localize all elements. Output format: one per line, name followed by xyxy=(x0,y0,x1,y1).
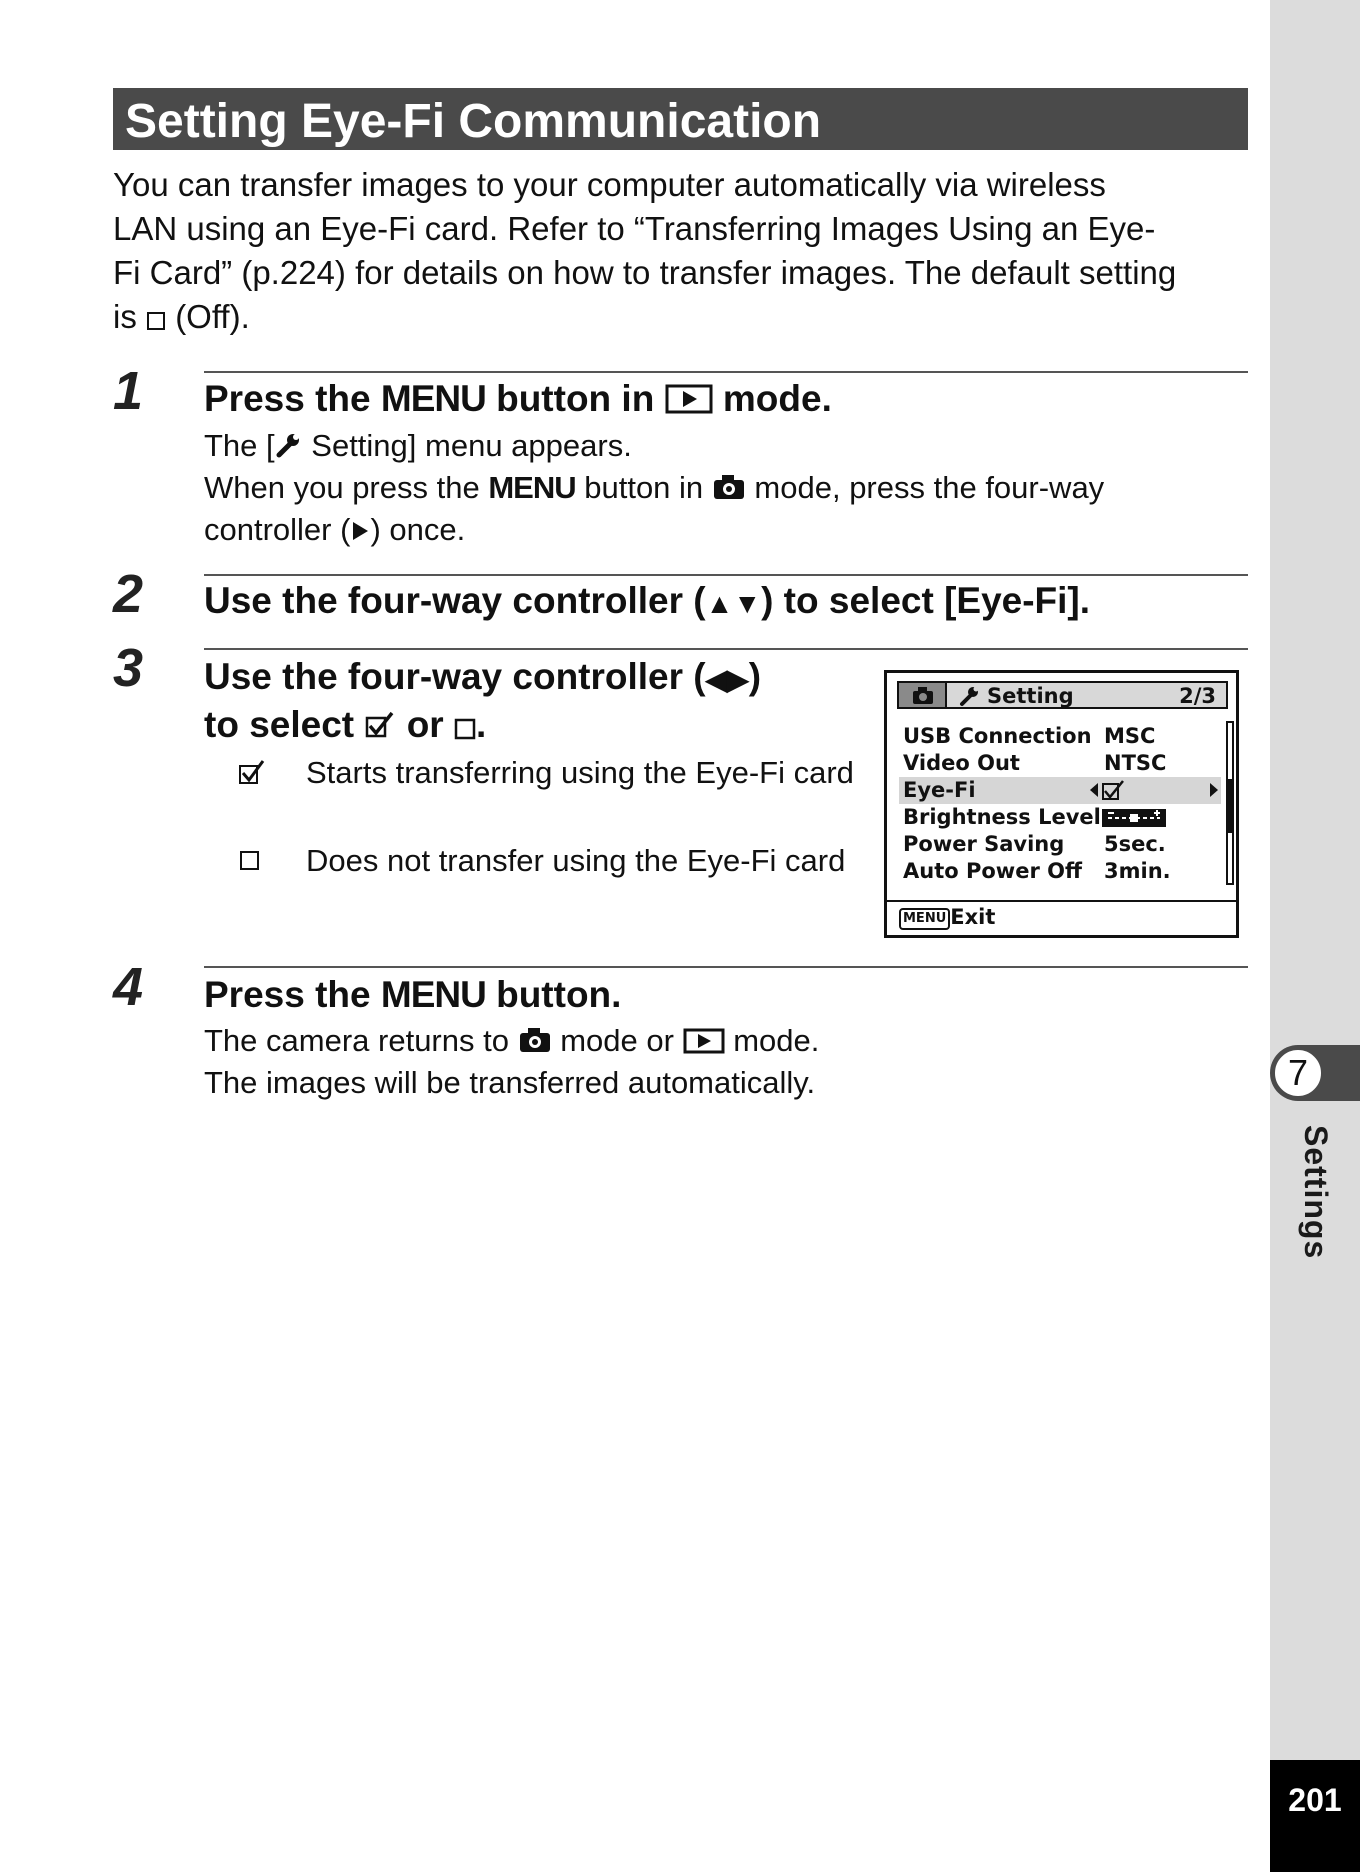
step-number: 3 xyxy=(113,638,144,698)
step-divider xyxy=(204,574,1248,576)
step-number: 2 xyxy=(113,564,144,624)
intro-line: is (Off). xyxy=(113,298,250,335)
brightness-slider-icon xyxy=(1102,809,1166,827)
lcd-exit-label: Exit xyxy=(950,905,996,929)
menu-button-label: MENU xyxy=(380,974,486,1015)
intro-line: Fi Card” (p.224) for details on how to transfer images. The default setting xyxy=(113,254,1177,291)
lcd-scrollbar xyxy=(1226,721,1234,885)
chapter-label: Settings xyxy=(1298,1125,1334,1260)
up-down-arrows-icon: ▲▼ xyxy=(705,588,762,619)
chapter-sidebar xyxy=(1270,0,1360,1872)
intro-line: LAN using an Eye-Fi card. Refer to “Transferring Images Using an Eye- xyxy=(113,210,1156,247)
camera-icon xyxy=(518,1026,552,1054)
lcd-footer xyxy=(899,905,995,930)
chapter-number: 7 xyxy=(1273,1048,1323,1098)
menu-badge: MENU xyxy=(899,908,950,930)
page-number: 201 xyxy=(1270,1760,1360,1872)
lcd-footer-divider xyxy=(887,900,1236,902)
step-divider xyxy=(204,371,1248,373)
lcd-menu-row-power-saving: Power Saving 5sec. xyxy=(903,832,1166,856)
option-description: Starts transferring using the Eye-Fi card xyxy=(306,755,854,790)
step-divider xyxy=(204,648,1248,650)
lcd-tab-title: Setting xyxy=(987,684,1074,708)
empty-box-icon xyxy=(238,846,266,874)
lcd-menu-row-usb: USB Connection MSC xyxy=(903,724,1156,748)
step-heading: Press the MENU button in mode. xyxy=(204,378,832,419)
checked-box-icon xyxy=(364,710,396,740)
lcd-menu-row-eyefi: Eye-Fi xyxy=(899,777,1221,804)
step-heading: Use the four-way controller (◀▶) xyxy=(204,656,762,697)
menu-button-label: MENU xyxy=(380,378,486,419)
right-arrow-icon xyxy=(350,519,370,543)
step-number: 4 xyxy=(113,957,144,1017)
checked-box-icon xyxy=(1101,779,1125,801)
lcd-menu-row-video: Video Out NTSC xyxy=(903,751,1167,775)
left-arrow-icon xyxy=(1089,782,1099,798)
step-divider xyxy=(204,966,1248,968)
playback-mode-icon xyxy=(665,384,713,414)
menu-button-label: MENU xyxy=(488,470,576,505)
step-text: The [ Setting] menu appears. When you press the MENU button in mode, press the four-way controller ( ) once. xyxy=(204,428,1105,547)
camera-lcd-screen xyxy=(884,670,1239,938)
step-number: 1 xyxy=(113,361,144,421)
wrench-icon xyxy=(959,685,981,707)
intro-line: You can transfer images to your computer automatically via wireless xyxy=(113,166,1106,203)
section-title-bar xyxy=(113,88,1248,150)
wrench-icon xyxy=(275,431,303,459)
option-description: Does not transfer using the Eye-Fi card xyxy=(306,843,846,878)
empty-box-icon xyxy=(146,311,166,331)
empty-box-icon xyxy=(454,716,476,740)
right-arrow-icon xyxy=(1209,782,1219,798)
step-heading: to select or . xyxy=(204,704,487,745)
lcd-menu-row-auto-power-off: Auto Power Off 3min. xyxy=(903,859,1171,883)
step-text: The camera returns to mode or mode. The images will be transferred automatically. xyxy=(204,1023,820,1100)
intro-paragraph xyxy=(113,163,1253,339)
step-heading: Use the four-way controller (▲▼) to select [Eye-Fi]. xyxy=(204,580,1091,621)
lcd-tab-bar xyxy=(897,681,1228,709)
lcd-page-indicator: 2/3 xyxy=(1179,684,1216,708)
lcd-camera-tab xyxy=(899,683,947,707)
camera-icon xyxy=(712,473,746,501)
lcd-menu-row-brightness: Brightness Level xyxy=(899,804,1221,831)
left-right-arrows-icon: ◀▶ xyxy=(705,664,749,695)
section-title: Setting Eye-Fi Communication xyxy=(125,95,822,148)
playback-mode-icon xyxy=(683,1028,725,1054)
lcd-scroll-thumb xyxy=(1228,779,1232,833)
camera-icon xyxy=(899,683,945,707)
step-heading: Press the MENU button. xyxy=(204,974,622,1015)
checked-box-icon xyxy=(238,758,266,786)
